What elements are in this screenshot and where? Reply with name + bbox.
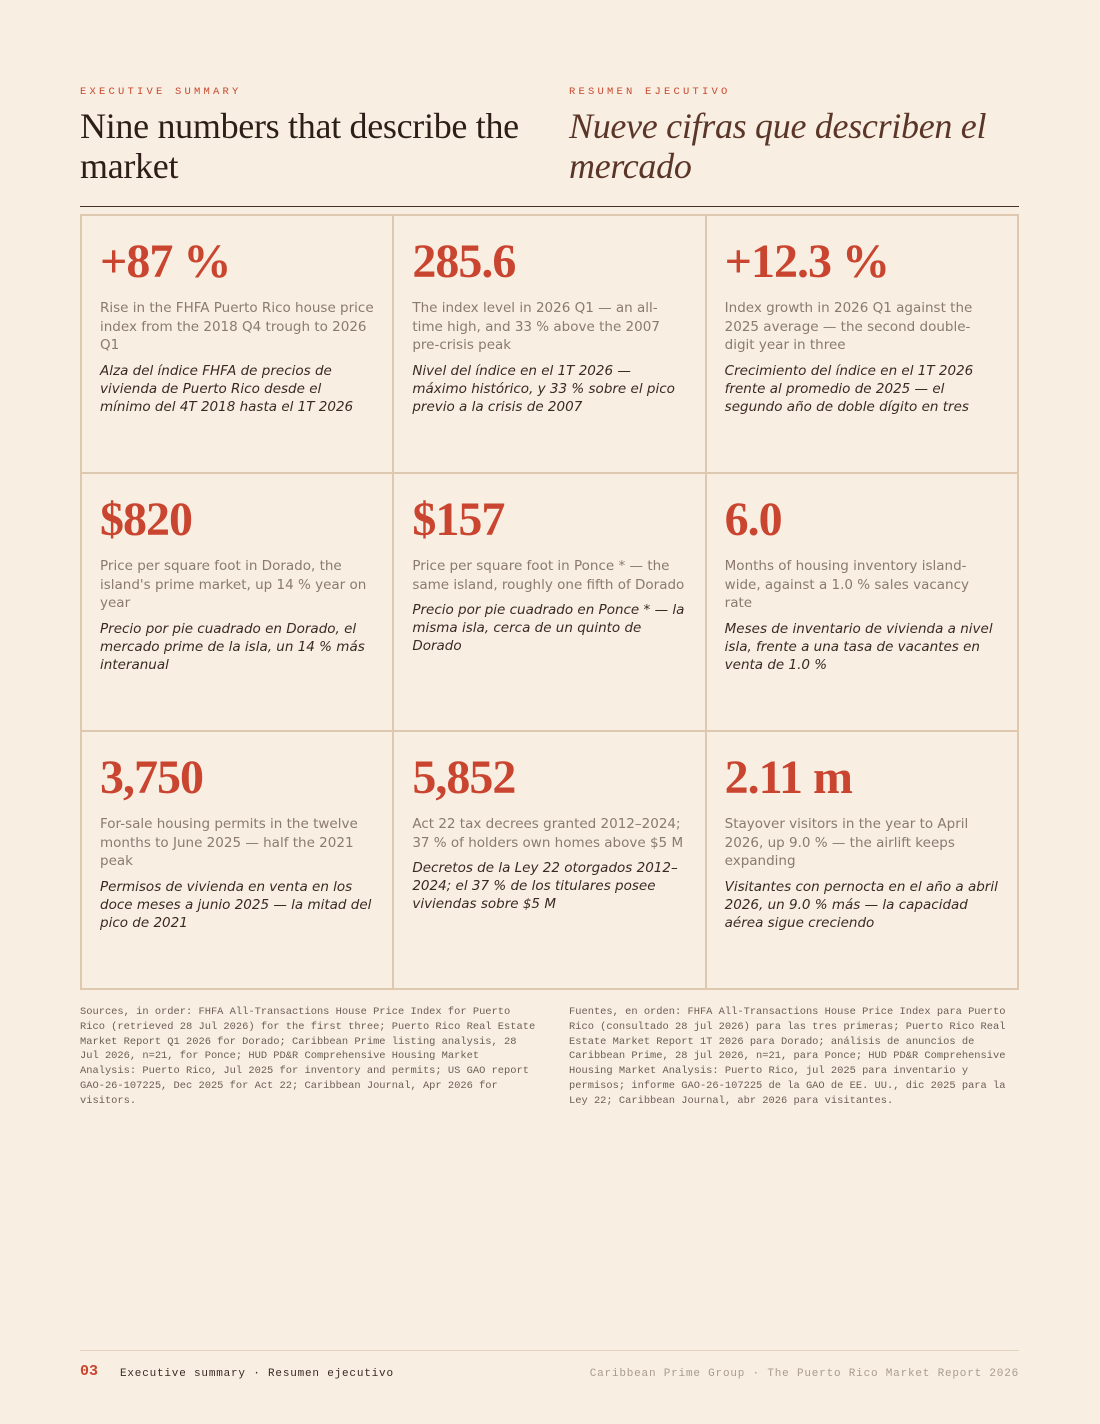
stat-value: +12.3 %: [724, 235, 890, 288]
stat-value: 5,852: [412, 751, 516, 804]
stat-description-es: Meses de inventario de vivienda a nivel isla, frente a una tasa de vacantes en venta de 1.0 %: [724, 620, 993, 673]
stat-description-es: Decretos de la Ley 22 otorgados 2012–2024; el 37 % de los titulares posee viviendas sobre $5 M: [412, 860, 678, 912]
stat-value: $820: [100, 493, 192, 546]
stat-card: [393, 731, 705, 989]
page-title-en: Nine numbers that describe the market: [80, 106, 519, 186]
stat-description-es: Permisos de vivienda en venta en los doce meses a junio 2025 — la mitad del pico de 2021: [100, 878, 372, 931]
stat-description-es: Precio por pie cuadrado en Dorado, el mercado prime de la isla, un 14 % más interanual: [100, 620, 365, 673]
stat-card: [706, 731, 1018, 989]
stat-card: [81, 731, 393, 989]
stat-value: 3,750: [100, 751, 203, 804]
stat-card: [393, 215, 705, 473]
stat-value: +87 %: [100, 235, 231, 288]
stat-description-en: Months of housing inventory island-wide, against a 1.0 % sales vacancy rate: [724, 558, 970, 611]
stat-description-en: Rise in the FHFA Puerto Rico house price index from the 2018 Q4 trough to 2026 Q1: [100, 300, 374, 353]
page-title-es: Nueve cifras que describen el mercado: [569, 106, 987, 186]
section-kicker-es: RESUMEN EJECUTIVO: [569, 86, 731, 98]
stat-card: [706, 215, 1018, 473]
stat-value: $157: [412, 493, 505, 546]
page-header: [80, 84, 1019, 207]
page-number: 03: [80, 1363, 99, 1380]
stats-grid: [80, 214, 1019, 990]
stat-value: 6.0: [724, 493, 782, 546]
stat-card: [706, 473, 1018, 731]
sources-note-en: Sources, in order: FHFA All-Transactions House Price Index for Puerto Rico (retrieved 28 Jul 2026) for the first three; Puerto Rico Real Estate Market Report Q1 2026 for Dorado; Caribbean Prime listing analysis, 28 Jul 2026, n=21, for Ponce; HUD PD&R Comprehensive Housing Market Analysis: Puerto Rico, Jul 2025 for inventory and permits; US GAO report GAO-26-107225, Dec 2025 for Act 22; Caribbean Journal, Apr 2026 for visitors.: [80, 1006, 536, 1107]
stat-description-es: Precio por pie cuadrado en Ponce * — la misma isla, cerca de un quinto de Dorado: [412, 602, 685, 654]
footer-section-label: Executive summary · Resumen ejecutivo: [120, 1368, 394, 1380]
stat-description-es: Visitantes con pernocta en el año a abril 2026, un 9.0 % más — la capacidad aérea sigue creciendo: [724, 878, 998, 931]
stat-description-en: For-sale housing permits in the twelve months to June 2025 — half the 2021 peak: [100, 816, 358, 869]
sources-note-es: Fuentes, en orden: FHFA All-Transactions House Price Index para Puerto Rico (consultado 28 jul 2026) para las tres primeras; Puerto Rico Real Estate Market Report 1T 2026 para Dorado; análisis de anuncios de Caribbean Prime, 28 jul 2026, n=21, para Ponce; HUD PD&R Comprehensive Housing Market Analysis: Puerto Rico, jul 2025 para inventario y permisos; informe GAO-26-107225 de la GAO de EE. UU., dic 2025 para la Ley 22; Caribbean Journal, abr 2026 para visitantes.: [569, 1006, 1006, 1107]
stat-value: 285.6: [412, 235, 516, 288]
stat-card: [81, 215, 393, 473]
stat-description-es: Crecimiento del índice en el 1T 2026 frente al promedio de 2025 — el segundo año de doble dígito en tres: [724, 362, 974, 415]
header-spanish: [569, 84, 1019, 186]
section-kicker-en: EXECUTIVE SUMMARY: [80, 86, 242, 98]
stat-description-en: Act 22 tax decrees granted 2012–2024; 37 % of holders own homes above $5 M: [412, 816, 684, 851]
stat-description-es: Nivel del índice en el 1T 2026 — máximo histórico, y 33 % sobre el pico previo a la crisis de 2007: [412, 362, 675, 415]
stat-description-en: Stayover visitors in the year to April 2026, up 9.0 % — the airlift keeps expanding: [724, 816, 969, 869]
stat-description-en: Price per square foot in Ponce * — the same island, roughly one fifth of Dorado: [412, 558, 685, 593]
header-english: [80, 84, 550, 186]
stat-description-en: Price per square foot in Dorado, the island's prime market, up 14 % year on year: [100, 558, 367, 611]
stat-description-es: Alza del índice FHFA de precios de vivienda de Puerto Rico desde el mínimo del 4T 2018 hasta el 1T 2026: [100, 362, 354, 415]
stat-value: 2.11 m: [724, 751, 852, 804]
stat-description-en: The index level in 2026 Q1 — an all-time high, and 33 % above the 2007 pre-crisis peak: [412, 300, 660, 353]
stat-card: [393, 473, 705, 731]
footer-publication-label: Caribbean Prime Group · The Puerto Rico Market Report 2026: [589, 1368, 1019, 1380]
page-footer: [80, 1350, 1019, 1391]
stat-description-en: Index growth in 2026 Q1 against the 2025 average — the second double-digit year in three: [724, 300, 973, 353]
stat-card: [81, 473, 393, 731]
